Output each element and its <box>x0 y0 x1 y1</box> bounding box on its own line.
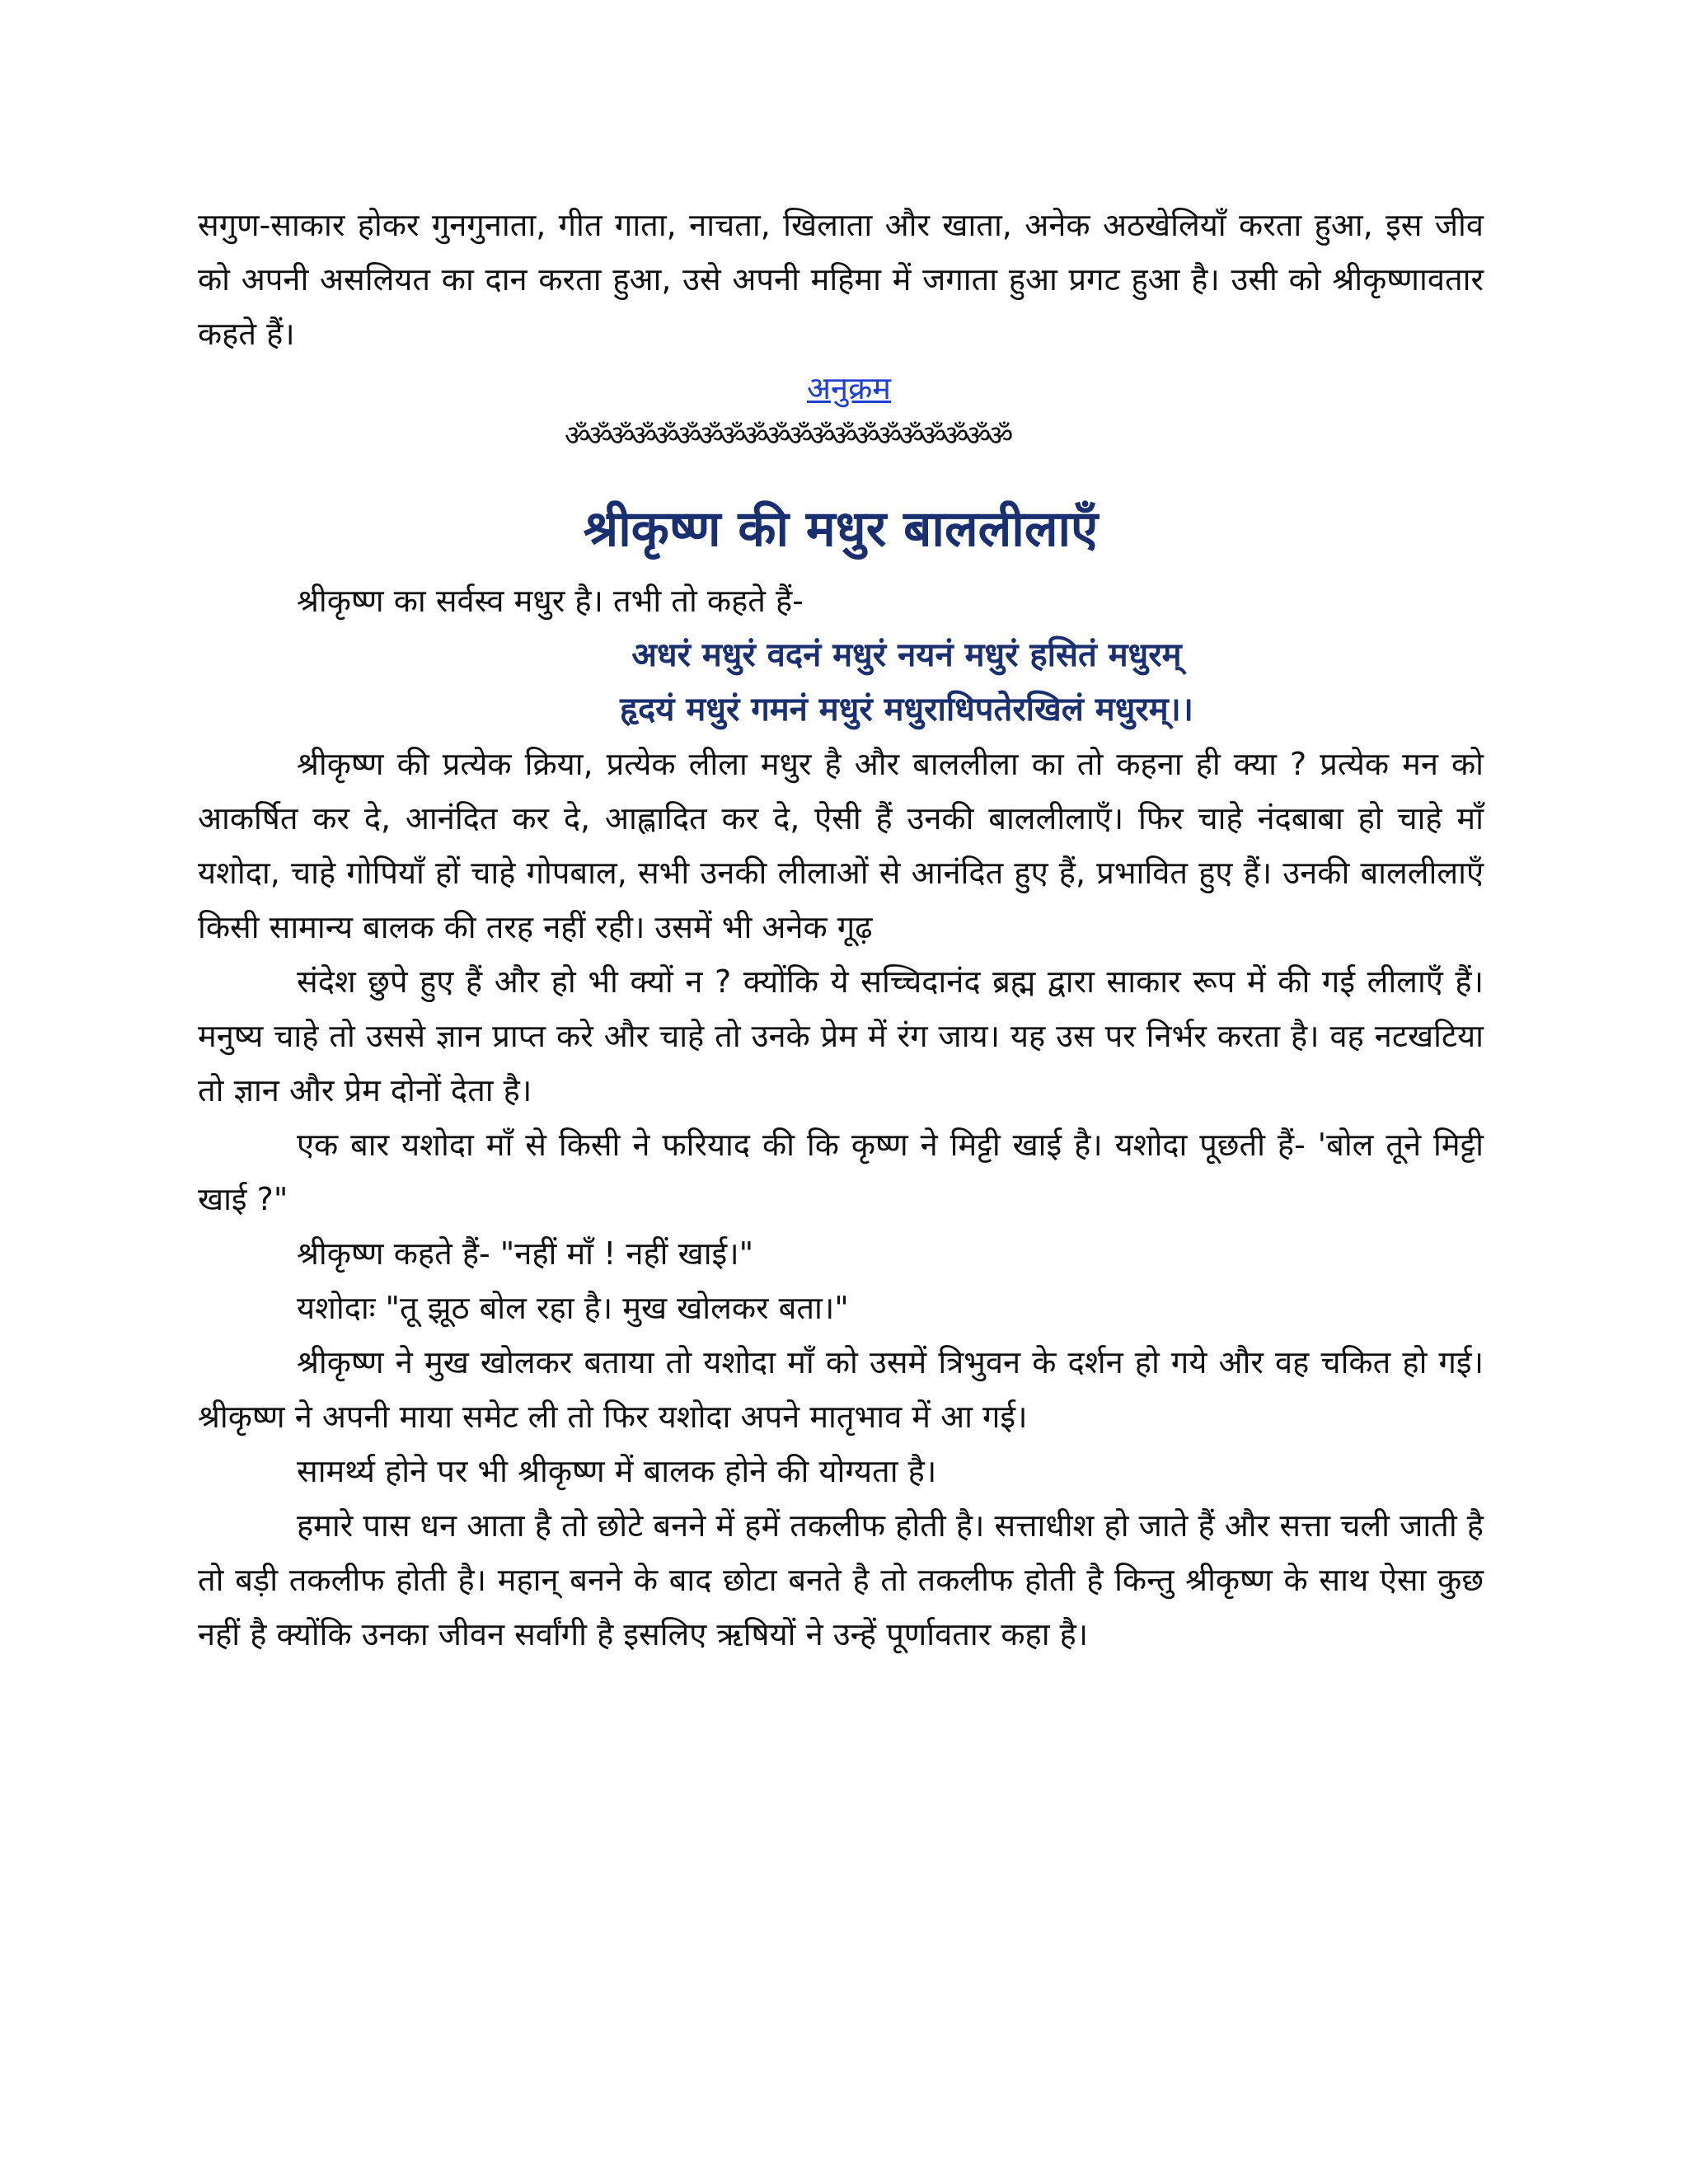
paragraph-8: सामर्थ्य होने पर भी श्रीकृष्ण में बालक होने की योग्यता है। <box>297 1453 937 1489</box>
paragraph-3: संदेश छुपे हुए हैं और हो भी क्यों न ? क्योंकि ये सच्चिदानंद ब्रह्म द्वारा साकार रूप में की गई लीलाएँ हैं। मनुष्य चाहे तो उससे ज्ञान प्राप्त करे और चाहे तो उनके प्रेम में रंग जाय। यह उस पर निर्भर करता है। वह नटखटिया तो ज्ञान और प्रेम दोनों देता है। <box>198 963 1484 1108</box>
paragraph-5: श्रीकृष्ण कहते हैं- "नहीं माँ ! नहीं खाई।" <box>297 1235 754 1272</box>
verse-line-1: अधरं मधुरं वदनं मधुरं नयनं मधुरं हसितं मधुरम् <box>631 636 1182 674</box>
paragraph-4: एक बार यशोदा माँ से किसी ने फरियाद की कि कृष्ण ने मिट्टी खाई है। यशोदा पूछती हैं- 'बोल तूने मिट्टी खाई ?" <box>198 1127 1484 1217</box>
om-divider: ॐॐॐॐॐॐॐॐॐॐॐॐॐॐॐॐॐॐॐॐ <box>565 419 1010 452</box>
document-page <box>198 198 1484 1661</box>
index-link[interactable]: अनुक्रम <box>806 370 892 406</box>
intro-paragraph: सगुण-साकार होकर गुनगुनाता, गीत गाता, नाचता, खिलाता और खाता, अनेक अठखेलियाँ करता हुआ, इस जीव को अपनी असलियत का दान करता हुआ, उसे अपनी महिमा में जगाता हुआ प्रगट हुआ है। उसी को श्रीकृष्णावतार कहते हैं। <box>198 207 1484 352</box>
section-heading: श्रीकृष्ण की मधुर बाललीलाएँ <box>583 500 1099 558</box>
index-link-container <box>214 361 1484 415</box>
verse-line-2: हृदयं मधुरं गमनं मधुरं मधुराधिपतेरखिलं मधुरम्।। <box>620 691 1193 729</box>
paragraph-2: श्रीकृष्ण की प्रत्येक क्रिया, प्रत्येक लीला मधुर है और बाललीला का तो कहना ही क्या ? प्रत्येक मन को आकर्षित कर दे, आनंदित कर दे, आह्लादित कर दे, ऐसी हैं उनकी बाललीलाएँ। फिर चाहे नंदबाबा हो चाहे माँ यशोदा, चाहे गोपियाँ हों चाहे गोपबाल, सभी उनकी लीलाओं से आनंदित हुए हैं, प्रभावित हुए हैं। उनकी बाललीलाएँ किसी सामान्य बालक की तरह नहीं रही। उसमें भी अनेक गूढ़ <box>198 746 1484 945</box>
paragraph-7: श्रीकृष्ण ने मुख खोलकर बताया तो यशोदा माँ को उसमें त्रिभुवन के दर्शन हो गये और वह चकित हो गई। श्रीकृष्ण ने अपनी माया समेट ली तो फिर यशोदा अपने मातृभाव में आ गई। <box>198 1344 1484 1435</box>
paragraph-6: यशोदाः "तू झूठ बोल रहा है। मुख खोलकर बता।" <box>297 1290 849 1326</box>
paragraph-1: श्रीकृष्ण का सर्वस्व मधुर है। तभी तो कहते हैं- <box>297 583 804 619</box>
paragraph-9: हमारे पास धन आता है तो छोटे बनने में हमें तकलीफ होती है। सत्ताधीश हो जाते हैं और सत्ता चली जाती है तो बड़ी तकलीफ होती है। महान् बनने के बाद छोटा बनते है तो तकलीफ होती है किन्तु श्रीकृष्ण के साथ ऐसा कुछ नहीं है क्योंकि उनका जीवन सर्वांगी है इसलिए ऋषियों ने उन्हें पूर्णावतार कहा है। <box>198 1507 1484 1652</box>
